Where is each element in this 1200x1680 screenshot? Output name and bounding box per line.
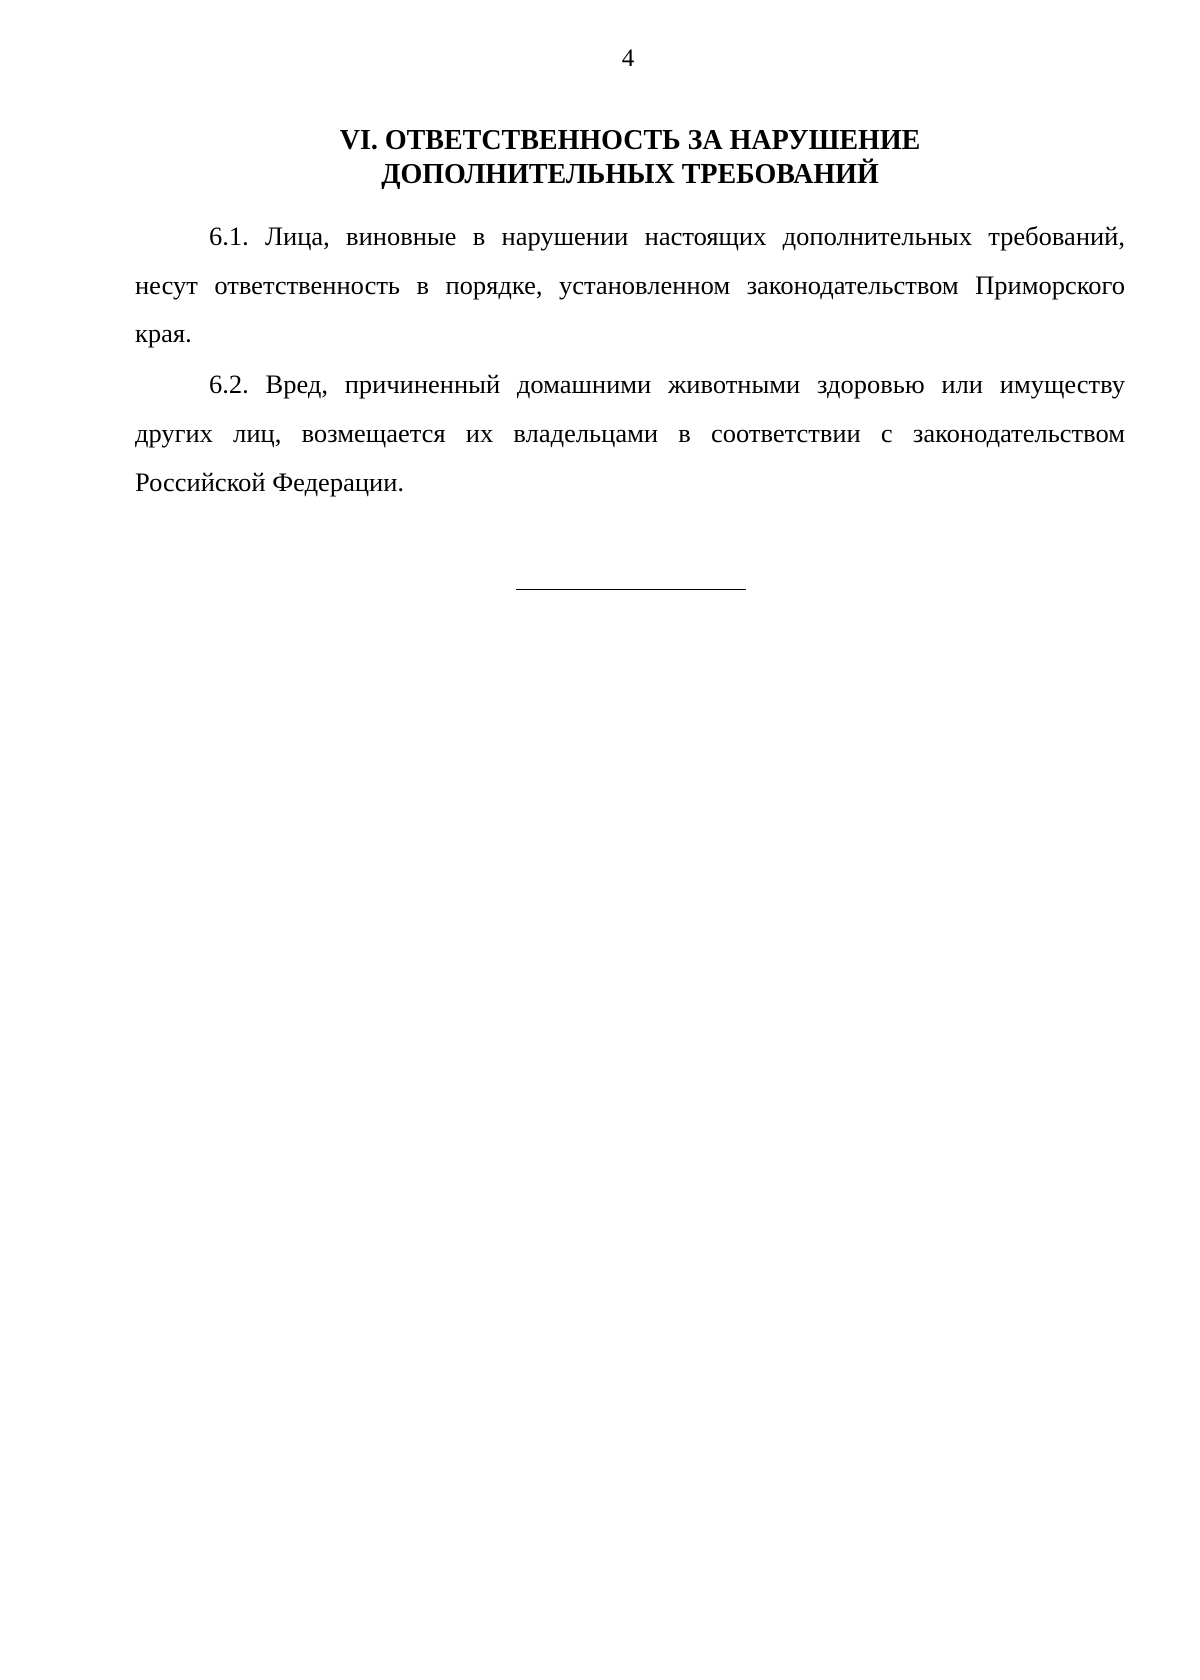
section-title-line-2: ДОПОЛНИТЕЛЬНЫХ ТРЕБОВАНИЙ: [381, 159, 879, 190]
closing-divider-line: [516, 589, 746, 590]
page-number: 4: [621, 45, 635, 72]
document-body: [135, 212, 1125, 508]
paragraph-6-1: 6.1. Лица, виновные в нарушении настоящих дополнительных требований, несут ответственность в порядке, установленном законодательством Приморского края.: [135, 221, 1125, 349]
paragraph-6-2: 6.2. Вред, причиненный домашними животными здоровью или имуществу других лиц, возмещается их владельцами в соответствии с законодательством Российской Федерации.: [135, 369, 1125, 497]
section-title: [135, 124, 1125, 192]
section-title-line-1: VI. ОТВЕТСТВЕННОСТЬ ЗА НАРУШЕНИЕ: [339, 125, 921, 156]
